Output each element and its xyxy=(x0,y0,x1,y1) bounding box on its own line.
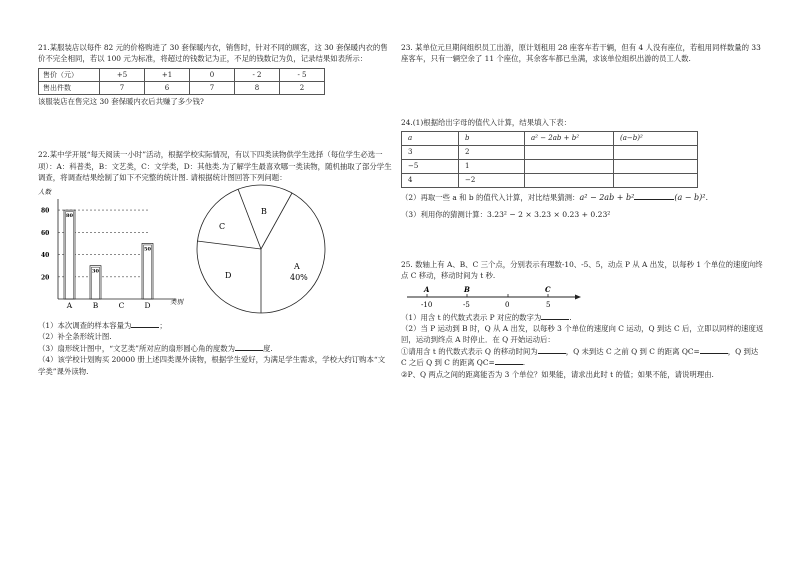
bar-x-axis-label: 类别 xyxy=(170,297,183,306)
table-cell: 2 xyxy=(459,146,525,160)
q25-s2: （2）当 P 运动到 B 时，Q 从 A 出发，以每秒 3 个单位的速度向 C 运动，Q 到达 C 后，立即以同样的速度返回，运动到终点 A 时停止．在 Q 开始运动后： xyxy=(401,323,764,345)
table-cell: - 2 xyxy=(235,68,280,81)
table-cell: 7 xyxy=(100,81,145,94)
q25-s1: （1）用含 t 的代数式表示 P 对应的数字为 . xyxy=(401,312,572,322)
point-b-value: -5 xyxy=(463,300,470,309)
table-cell: 7 xyxy=(190,81,235,94)
table-cell: 4 xyxy=(402,174,459,188)
number-line xyxy=(401,283,766,311)
pie-divider xyxy=(197,241,261,249)
table-header: b xyxy=(459,132,525,146)
table-cell xyxy=(525,174,614,188)
pie-label-a: A xyxy=(294,261,300,271)
table-row xyxy=(402,174,698,188)
point-b-label: B xyxy=(464,284,470,294)
table-header: a² − 2ab + b² xyxy=(525,132,614,146)
table-row xyxy=(39,68,325,81)
q24-table xyxy=(401,131,698,188)
bar-chart xyxy=(38,185,188,318)
table-cell: 6 xyxy=(145,81,190,94)
y-tick-label: 60 xyxy=(41,229,50,237)
bar-data-label: 80 xyxy=(66,212,73,219)
table-header: a xyxy=(402,132,459,146)
table-cell: - 5 xyxy=(280,68,325,81)
pie-label-a-percent: 40% xyxy=(290,272,308,282)
q22-figures xyxy=(38,185,392,318)
point-a-label: A xyxy=(424,284,430,294)
pie-label-b: B xyxy=(261,206,267,216)
q22-s2: （2）补全条形统计图. xyxy=(38,332,112,342)
left-column xyxy=(38,38,392,377)
x-tick-label: B xyxy=(92,300,99,310)
pie-divider xyxy=(238,189,261,249)
q22-s3: （3）扇形统计图中，“文艺类”所对应的扇形圆心角的度数为 度. xyxy=(38,343,273,353)
number-line-arrow xyxy=(575,294,581,299)
table-row xyxy=(402,146,698,160)
point-a-value: -10 xyxy=(421,300,433,309)
q23-text: 23. 某单位元旦期间组织员工出游，原计划租用 28 座客车若干辆，但有 4 人没有座位，若租用同样数量的 33 座客车，只有一辆空余了 11 个座位，其余客车都已坐满，求该单位组织出游的员工人数. xyxy=(401,43,761,64)
table-row xyxy=(39,81,325,94)
table-cell: 1 xyxy=(459,160,525,174)
table-header: (a−b)² xyxy=(614,132,698,146)
table-cell: 8 xyxy=(235,81,280,94)
bar-data-label: 50 xyxy=(144,246,151,253)
pie-divider xyxy=(261,193,292,249)
table-cell xyxy=(525,160,614,174)
table-cell: 售出件数 xyxy=(39,81,100,94)
q25-text: 25. 数轴上有 A、B、C 三个点，分别表示有理数-10、-5、5，动点 P 从 A 出发，以每秒 1 个单位的速度向终点 C 移动，移动时间为 t 秒. xyxy=(401,259,763,281)
table-row xyxy=(402,160,698,174)
x-tick-label: C xyxy=(118,300,125,310)
table-cell: 3 xyxy=(402,146,459,160)
q25-s2-2: ②P、Q 两点之间的距离能否为 3 个单位？如果能，请求出此时 t 的值；如果不能，请说明理由. xyxy=(401,369,714,379)
x-tick-label: A xyxy=(66,300,73,310)
pie-label-c: C xyxy=(219,221,226,231)
x-tick-label: D xyxy=(144,300,151,310)
bar-data-label: 30 xyxy=(92,268,99,275)
q24-s2: （2）再取一些 a 和 b 的值代入计算，对比结果猜测：a² − 2ab + b² (a − b)². xyxy=(401,193,708,203)
table-cell: −2 xyxy=(459,174,525,188)
point-c-label: C xyxy=(545,284,551,294)
pie-chart xyxy=(188,183,338,316)
y-tick-label: 20 xyxy=(41,274,50,282)
bar-y-axis-label: 人数 xyxy=(38,187,51,196)
table-cell xyxy=(614,160,698,174)
y-tick-label: 40 xyxy=(41,251,50,259)
q22-s4: （4）该学校计划购买 20000 册上述四类课外读物，根据学生爱好，为满足学生需求，学校大约订购本“文学类”课外读物. xyxy=(38,355,386,376)
q21-table xyxy=(38,68,325,95)
table-cell xyxy=(614,174,698,188)
table-cell: −5 xyxy=(402,160,459,174)
point-c-value: 5 xyxy=(546,300,551,309)
table-cell xyxy=(525,146,614,160)
right-column xyxy=(401,38,766,380)
pie-label-d: D xyxy=(225,270,232,280)
table-cell: 0 xyxy=(190,68,235,81)
table-row xyxy=(402,132,698,146)
q24-s3: （3）利用你的猜测计算：3.23² − 2 × 3.23 × 0.23 + 0.23² xyxy=(401,209,611,219)
q21-text: 21.某服装店以每件 82 元的价格购进了 30 套保暖内衣，销售时，针对不同的顾客，这 30 套保暖内衣的售价不完全相同，若以 100 元为标准，将超过的钱数记为正，不足的钱数记为负，记录结果如表所示： xyxy=(38,43,388,64)
q22-questions xyxy=(38,320,392,377)
table-cell: +5 xyxy=(100,68,145,81)
q22-s1: （1）本次调查的样本容量为 ； xyxy=(38,320,167,330)
q25-questions xyxy=(401,312,766,381)
origin-value: 0 xyxy=(505,300,510,309)
q25-s2-1: ①请用含 t 的代数式表示 Q 的移动时间为 ，Q 未到达 C 之前 Q 到 C 的距离 QC= ，Q 到达 C 之后 Q 到 C 的距离 QC= . xyxy=(401,346,759,368)
table-cell: +1 xyxy=(145,68,190,81)
y-tick-label: 80 xyxy=(41,207,50,215)
table-cell xyxy=(614,146,698,160)
table-cell: 售价（元） xyxy=(39,68,100,81)
q24-s1: 24.(1)根据给出字母的值代入计算，结果填入下表： xyxy=(401,117,572,127)
q22-text: 22.某中学开展“每天阅读一小时”活动，根据学校实际情况，有以下四类读物供学生选择（每位学生必选一项）：A：科普类，B：文艺类，C：文学类，D：其他类.为了解学生最喜欢哪一类读物，随机抽取了部分学生调查，将调查结果绘制了如下不完整的统计图. 请根据统计图回答下列问题： xyxy=(38,150,392,183)
q21-question: 该服装店在售完这 30 套保暖内衣后共赚了多少钱? xyxy=(38,96,204,106)
table-cell: 2 xyxy=(280,81,325,94)
